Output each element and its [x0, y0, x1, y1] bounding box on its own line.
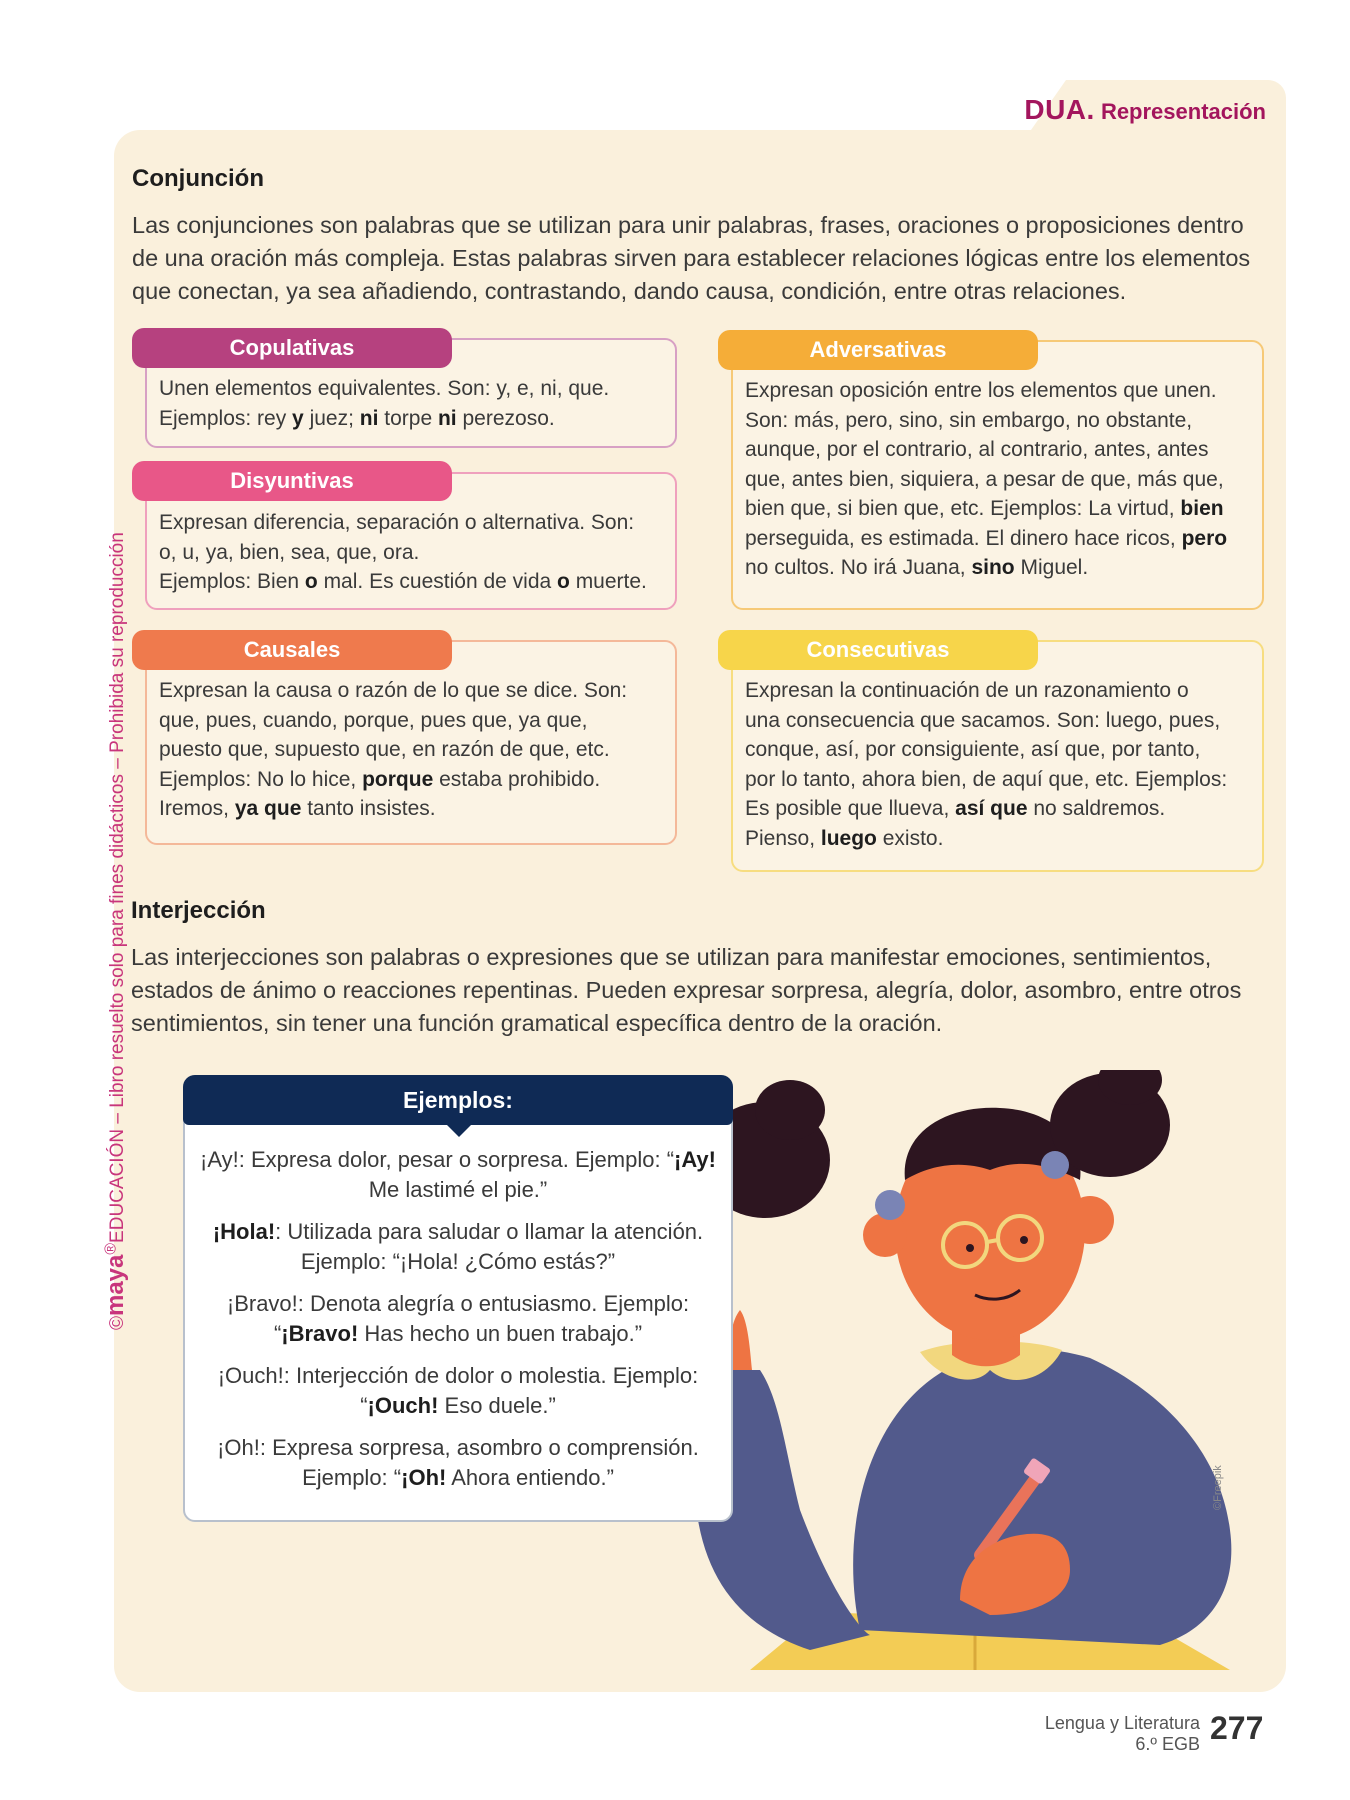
causales-label: Causales	[132, 630, 452, 670]
footer-subject	[1045, 1713, 1200, 1755]
conjuncion-text: Las conjunciones son palabras que se utilizan para unir palabras, frases, oraciones o proposiciones dentro de una oración más compleja. Estas palabras sirven para establecer relaciones lógicas entre los elementos que conectan, ya sea añadiendo, contrastando, dando causa, condición, entre otras relaciones.	[132, 212, 1251, 304]
disyuntivas-body: Expresan diferencia, separación o alternativa. Son: o, u, ya, bien, sea, que, ora. Ejemplos: Bien o mal. Es cuestión de vida o muerte.	[159, 511, 647, 593]
copyright-symbol: ©	[107, 1316, 128, 1330]
side-copyright	[102, 532, 130, 1330]
dua-label: DUA.	[1024, 94, 1095, 125]
adversativas-body: Expresan oposición entre los elementos que unen. Son: más, pero, sino, sin embargo, no obstante, aunque, por el contrario, al contrario, antes, antes que, antes bien, siquiera, a pesar de que, más que, bien que, si bien que, etc. Ejemplos: La virtud, bien perseguida, es estimada. El dinero hace ricos, pero no cultos. No irá Juana, sino Miguel.	[745, 379, 1228, 579]
causales-body: Expresan la causa o razón de lo que se dice. Son: que, pues, cuando, porque, pues que, ya que, puesto que, supuesto que, en razón de que, etc. Ejemplos: No lo hice, porque estaba prohibido. Iremos, ya que tanto insistes.	[159, 679, 628, 820]
consecutivas-card	[731, 640, 1264, 872]
copulativas-label: Copulativas	[132, 328, 452, 368]
example-ay: ¡Ay!: Expresa dolor, pesar o sorpresa. Ejemplo: “¡Ay! Me lastimé el pie.”	[200, 1147, 716, 1202]
interjeccion-text: Las interjecciones son palabras o expresiones que se utilizan para manifestar emociones, sentimientos, estados de ánimo o reacciones repentinas. Pueden expresar sorpresa, alegría, dolor, asombro, entre otros sentimientos, sin tener una función gramatical específica dentro de la oración.	[131, 944, 1242, 1036]
subject-text: Lengua y Literatura	[1044, 1713, 1200, 1733]
page-number: 277	[1210, 1710, 1264, 1746]
adversativas-card	[731, 340, 1264, 610]
copyright-text: EDUCACIÓN – Libro resuelto solo para fines didácticos – Prohibida su reproducción	[107, 532, 128, 1243]
causales-card	[145, 640, 677, 845]
example-bravo: ¡Bravo!: Denota alegría o entusiasmo. Ejemplo: “¡Bravo! Has hecho un buen trabajo.”	[226, 1291, 690, 1346]
consecutivas-body: Expresan la continuación de un razonamiento o una consecuencia que sacamos. Son: luego, pues, conque, así, por consiguiente, así que, por tanto, por lo tanto, ahora bien, de aquí que, etc. Ejemplos: Es posible que llueva, así que no saldremos. Pienso, luego existo.	[745, 679, 1228, 850]
copulativas-body: Unen elementos equivalentes. Son: y, e, ni, que. Ejemplos: rey y juez; ni torpe ni perezoso.	[159, 377, 610, 430]
dua-tag: Representación	[1100, 99, 1266, 124]
interjeccion-title: Interjección	[131, 897, 266, 924]
girl-reading-illustration	[690, 1070, 1250, 1682]
example-hola: ¡Hola!: Utilizada para saludar o llamar la atención. Ejemplo: “¡Hola! ¿Cómo estás?”	[212, 1219, 704, 1274]
example-ouch: ¡Ouch!: Interjección de dolor o molestia. Ejemplo: “¡Ouch! Eso duele.”	[217, 1363, 699, 1418]
grade-text: 6.º EGB	[1135, 1734, 1200, 1754]
examples-arrow	[445, 1123, 473, 1137]
consecutivas-label: Consecutivas	[718, 630, 1038, 670]
brand-logo: maya	[102, 1254, 129, 1316]
dua-header	[1024, 94, 1266, 126]
adversativas-label: Adversativas	[718, 330, 1038, 370]
image-credit: ©Freepik	[1212, 1465, 1224, 1510]
conjuncion-title: Conjunción	[132, 165, 264, 192]
disyuntivas-label: Disyuntivas	[132, 461, 452, 501]
example-oh: ¡Oh!: Expresa sorpresa, asombro o comprensión. Ejemplo: “¡Oh! Ahora entiendo.”	[217, 1435, 699, 1490]
examples-title: Ejemplos:	[183, 1075, 733, 1125]
registered-mark: ®	[102, 1242, 120, 1255]
